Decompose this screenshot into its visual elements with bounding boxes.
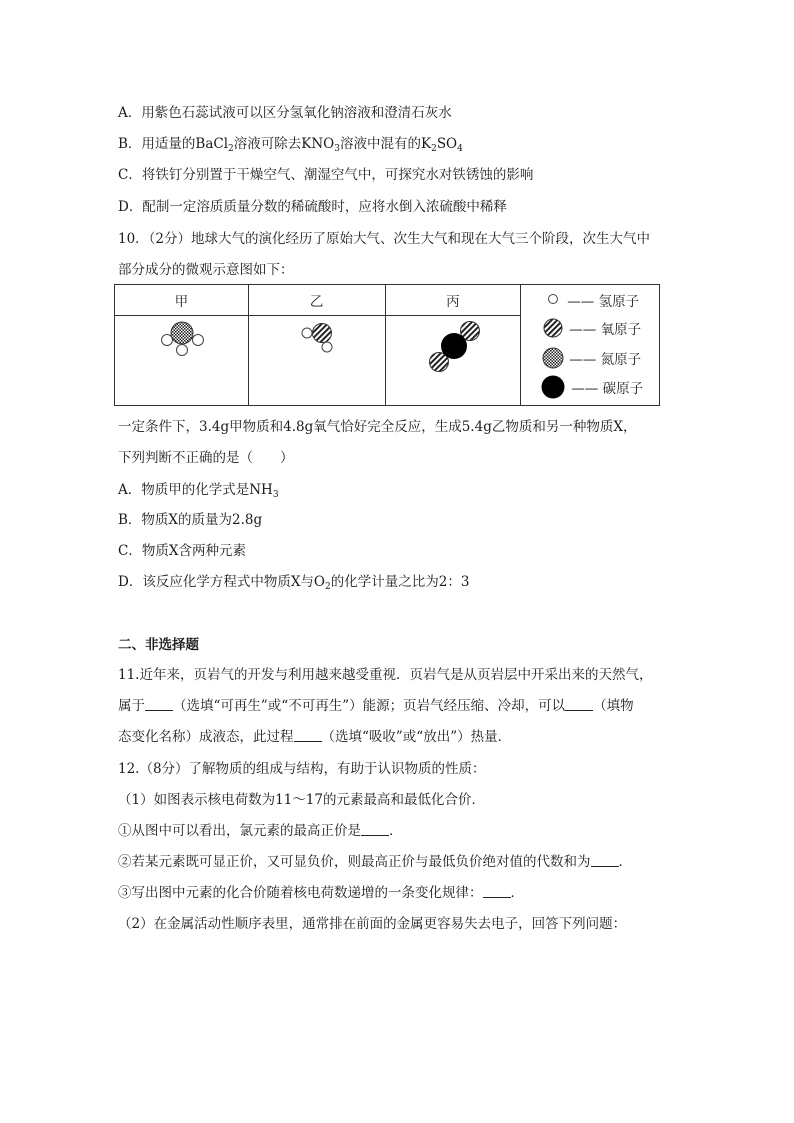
q10-option-a: A．物质甲的化学式是$NH_3$ (118, 482, 279, 500)
answer-blank-3[interactable] (294, 729, 322, 742)
answer-blank-6[interactable] (483, 885, 511, 898)
q9-option-b: B．用适量的BaCl$_2$溶液可除去$KNO_3$溶液中混有的$K_2SO_4$ (118, 136, 463, 154)
q12-part1: （1）如图表示核电荷数为11～17的元素最高和最低化合价． (118, 792, 485, 808)
answer-blank-2[interactable] (565, 698, 593, 711)
q10-option-d: D．该反应化学方程式中物质X与$O_2$的化学计量之比为2：3 (118, 574, 470, 592)
legend-nitrogen: —— 氮原子 (541, 347, 641, 369)
section-heading: 二、非选择题 (118, 637, 199, 653)
q10-option-b: B．物质X的质量为2.8g (118, 512, 263, 528)
nitrogen-atom-icon (541, 347, 565, 369)
water-molecule-icon (249, 316, 385, 406)
q10-body-line2: 下列判断不正确的是（ ） (118, 450, 294, 466)
header-bing: 丙 (385, 285, 521, 316)
header-yi: 乙 (248, 285, 385, 316)
q12-part1-b: ②若某元素既可显正价，又可显负价，则最高正价与最低负价绝对值的代数和为 ． (118, 854, 632, 870)
oxygen-atom-icon (541, 318, 565, 338)
q12-part1-a: ①从图中可以看出，氯元素的最高正价是 ． (118, 823, 403, 839)
q10-option-c: C．物质X含两种元素 (118, 543, 246, 559)
q10-body-line1: 一定条件下，3.4g甲物质和4.8g氧气恰好完全反应，生成5.4g乙物质和另一种物质X， (118, 419, 637, 435)
molecule-jia-cell (115, 316, 249, 406)
ammonia-molecule-icon (115, 316, 248, 406)
legend-carbon: —— 碳原子 (541, 375, 643, 399)
q11-line3: 态变化名称）成液态，此过程 （选填“吸收”或“放出”）热量． (118, 729, 512, 745)
answer-blank-5[interactable] (591, 854, 619, 867)
carbon-atom-icon (541, 375, 567, 399)
q11-line1: 11.近年来，页岩气的开发与利用越来越受重视．页岩气是从页岩层中开采出来的天然气， (118, 667, 653, 683)
q11-line2: 属于 （选填“可再生”或“不可再生”）能源；页岩气经压缩、冷却，可以 （填物 (118, 698, 634, 714)
hydrogen-atom-icon (541, 291, 563, 309)
q9-option-d: D．配制一定溶质质量分数的稀硫酸时，应将水倒入浓硫酸中稀释 (118, 199, 507, 215)
q9-option-c: C．将铁钉分别置于干燥空气、潮湿空气中，可探究水对铁锈蚀的影响 (118, 167, 534, 183)
answer-blank-4[interactable] (361, 823, 389, 836)
molecule-yi-cell (248, 316, 385, 406)
answer-blank-1[interactable] (145, 698, 173, 711)
molecule-bing-cell (385, 316, 521, 406)
q10-stem-line2: 部分成分的微观示意图如下： (118, 262, 294, 278)
header-jia: 甲 (115, 285, 249, 316)
legend-hydrogen: —— 氢原子 (541, 290, 639, 310)
carbon-dioxide-molecule-icon (386, 316, 521, 406)
q12-part1-c: ③写出图中元素的化合价随着核电荷数递增的一条变化规律： ． (118, 885, 524, 901)
q12-part2: （2）在金属活动性顺序表里，通常排在前面的金属更容易失去电子，回答下列问题： (118, 916, 627, 932)
q10-stem-line1: 10．（2分）地球大气的演化经历了原始大气、次生大气和现在大气三个阶段，次生大气中 (118, 231, 651, 247)
q12-stem: 12.（8分）了解物质的组成与结构，有助于认识物质的性质： (118, 761, 486, 777)
q9-option-a: A．用紫色石蕊试液可以区分氢氧化钠溶液和澄清石灰水 (118, 105, 452, 121)
legend-oxygen: —— 氧原子 (541, 318, 641, 338)
